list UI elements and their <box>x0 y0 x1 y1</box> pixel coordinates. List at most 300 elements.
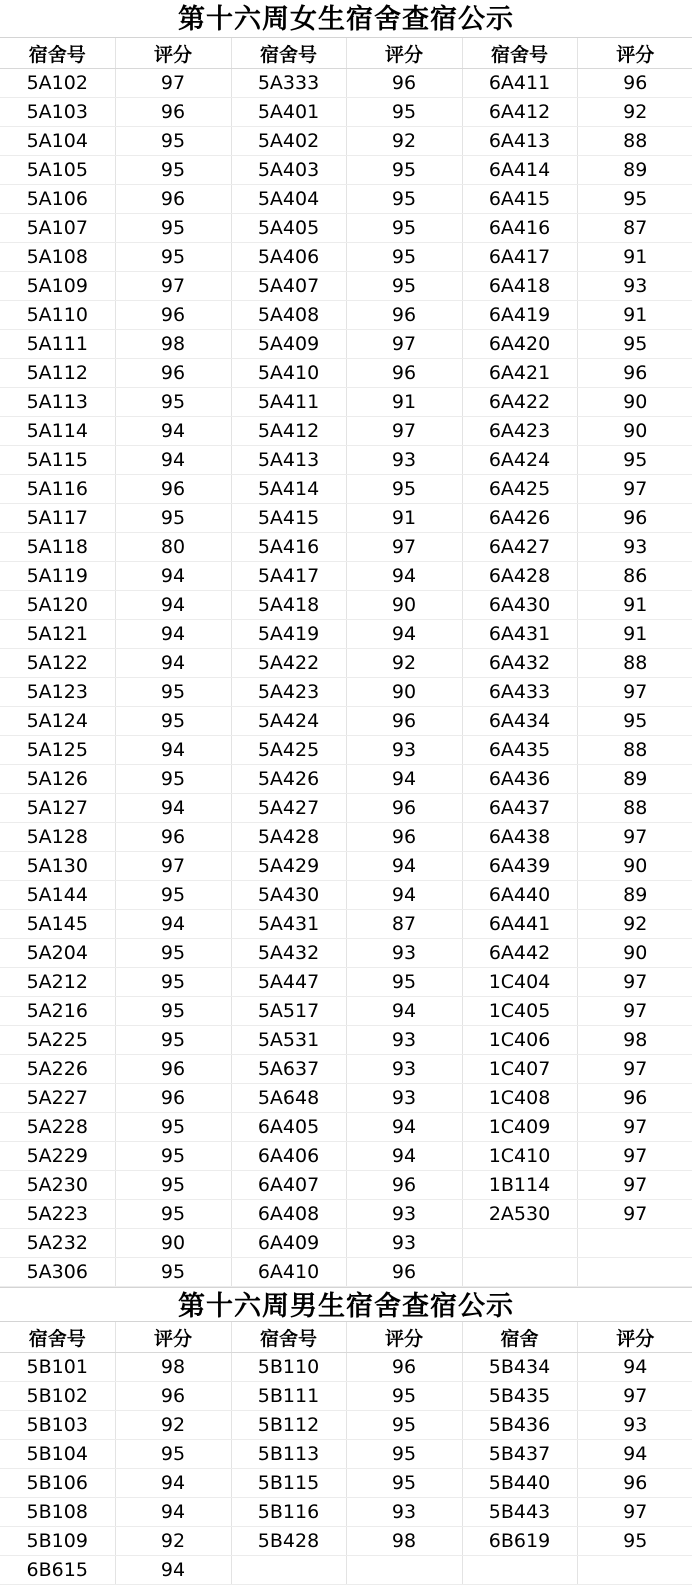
room-cell[interactable]: 5A102 <box>0 69 115 98</box>
score-cell[interactable]: 96 <box>577 69 692 98</box>
room-cell[interactable]: 5A232 <box>0 1229 115 1258</box>
score-cell[interactable]: 96 <box>346 823 462 852</box>
room-cell[interactable]: 6A437 <box>462 794 577 823</box>
score-cell[interactable]: 97 <box>577 1200 692 1229</box>
score-cell[interactable]: 97 <box>346 417 462 446</box>
room-cell[interactable]: 6A434 <box>462 707 577 736</box>
score-cell[interactable]: 95 <box>577 446 692 475</box>
score-cell[interactable]: 97 <box>577 997 692 1026</box>
score-cell[interactable]: 97 <box>115 69 231 98</box>
room-cell[interactable]: 1C406 <box>462 1026 577 1055</box>
room-cell[interactable]: 5B102 <box>0 1382 115 1411</box>
room-cell[interactable]: 1C409 <box>462 1113 577 1142</box>
room-cell[interactable]: 5A419 <box>231 620 346 649</box>
score-cell[interactable]: 96 <box>115 301 231 330</box>
score-cell[interactable]: 95 <box>115 881 231 910</box>
score-cell[interactable]: 92 <box>346 649 462 678</box>
room-cell[interactable]: 1C407 <box>462 1055 577 1084</box>
room-cell[interactable]: 5A429 <box>231 852 346 881</box>
score-cell[interactable]: 94 <box>115 620 231 649</box>
room-cell[interactable]: 5A423 <box>231 678 346 707</box>
score-cell[interactable]: 88 <box>577 127 692 156</box>
room-cell[interactable]: 6A407 <box>231 1171 346 1200</box>
room-cell[interactable]: 5B434 <box>462 1353 577 1382</box>
score-cell[interactable]: 92 <box>346 127 462 156</box>
room-cell[interactable]: 1C404 <box>462 968 577 997</box>
score-cell[interactable]: 95 <box>115 156 231 185</box>
score-cell[interactable]: 97 <box>577 1055 692 1084</box>
score-cell[interactable]: 95 <box>115 765 231 794</box>
room-cell[interactable]: 6A416 <box>462 214 577 243</box>
score-cell[interactable]: 93 <box>577 272 692 301</box>
score-cell[interactable]: 96 <box>115 185 231 214</box>
room-cell[interactable]: 5B115 <box>231 1469 346 1498</box>
score-cell[interactable]: 89 <box>577 881 692 910</box>
score-cell[interactable]: 95 <box>115 243 231 272</box>
room-cell[interactable]: 5A204 <box>0 939 115 968</box>
score-cell[interactable]: 96 <box>115 98 231 127</box>
score-cell[interactable]: 95 <box>346 1382 462 1411</box>
room-cell[interactable]: 5A108 <box>0 243 115 272</box>
room-cell[interactable]: 6A427 <box>462 533 577 562</box>
room-cell[interactable]: 5A125 <box>0 736 115 765</box>
room-cell[interactable]: 5A410 <box>231 359 346 388</box>
room-cell[interactable]: 5B440 <box>462 1469 577 1498</box>
room-cell[interactable]: 5A637 <box>231 1055 346 1084</box>
room-cell[interactable]: 1C408 <box>462 1084 577 1113</box>
score-cell[interactable]: 93 <box>577 1411 692 1440</box>
score-cell[interactable]: 95 <box>115 1258 231 1287</box>
room-cell[interactable]: 5A412 <box>231 417 346 446</box>
score-cell[interactable]: 89 <box>577 156 692 185</box>
score-cell[interactable]: 93 <box>346 736 462 765</box>
room-cell[interactable]: 5A422 <box>231 649 346 678</box>
room-cell[interactable]: 6A414 <box>462 156 577 185</box>
score-cell[interactable]: 94 <box>115 649 231 678</box>
score-cell[interactable]: 90 <box>346 678 462 707</box>
room-cell[interactable]: 6A442 <box>462 939 577 968</box>
score-cell[interactable]: 95 <box>115 939 231 968</box>
column-header[interactable]: 宿舍号 <box>231 1322 346 1353</box>
score-cell[interactable]: 94 <box>577 1353 692 1382</box>
room-cell[interactable]: 5B104 <box>0 1440 115 1469</box>
room-cell[interactable]: 5B113 <box>231 1440 346 1469</box>
score-cell[interactable]: 92 <box>115 1411 231 1440</box>
column-header[interactable]: 宿舍号 <box>231 38 346 69</box>
score-cell[interactable]: 96 <box>115 475 231 504</box>
room-cell[interactable]: 5A120 <box>0 591 115 620</box>
column-header[interactable]: 评分 <box>577 1322 692 1353</box>
room-cell[interactable]: 5B106 <box>0 1469 115 1498</box>
score-cell[interactable]: 97 <box>115 852 231 881</box>
score-cell[interactable]: 94 <box>115 1498 231 1527</box>
score-cell[interactable]: 96 <box>577 1469 692 1498</box>
room-cell[interactable]: 5A517 <box>231 997 346 1026</box>
score-cell[interactable]: 98 <box>115 1353 231 1382</box>
room-cell[interactable]: 5A103 <box>0 98 115 127</box>
room-cell[interactable]: 5A115 <box>0 446 115 475</box>
score-cell[interactable]: 87 <box>577 214 692 243</box>
room-cell[interactable]: 5A226 <box>0 1055 115 1084</box>
room-cell[interactable]: 5B101 <box>0 1353 115 1382</box>
score-cell[interactable]: 93 <box>346 1229 462 1258</box>
score-cell[interactable]: 90 <box>115 1229 231 1258</box>
room-cell[interactable]: 5A144 <box>0 881 115 910</box>
score-cell[interactable]: 93 <box>346 939 462 968</box>
room-cell[interactable]: 5B443 <box>462 1498 577 1527</box>
column-header[interactable]: 评分 <box>115 38 231 69</box>
score-cell[interactable]: 94 <box>115 1556 231 1585</box>
score-cell[interactable]: 94 <box>115 736 231 765</box>
room-cell[interactable]: 6A430 <box>462 591 577 620</box>
room-cell[interactable]: 5A409 <box>231 330 346 359</box>
room-cell[interactable]: 6A439 <box>462 852 577 881</box>
score-cell[interactable]: 93 <box>577 533 692 562</box>
room-cell[interactable]: 6A410 <box>231 1258 346 1287</box>
room-cell[interactable]: 5A306 <box>0 1258 115 1287</box>
column-header[interactable]: 评分 <box>346 38 462 69</box>
room-cell[interactable]: 5A432 <box>231 939 346 968</box>
room-cell[interactable]: 6A421 <box>462 359 577 388</box>
room-cell[interactable]: 5A113 <box>0 388 115 417</box>
score-cell[interactable]: 96 <box>115 359 231 388</box>
score-cell[interactable]: 97 <box>577 1142 692 1171</box>
room-cell[interactable]: 5A230 <box>0 1171 115 1200</box>
score-cell[interactable]: 93 <box>346 1498 462 1527</box>
score-cell[interactable]: 95 <box>346 98 462 127</box>
score-cell[interactable]: 95 <box>346 475 462 504</box>
score-cell[interactable]: 95 <box>346 1440 462 1469</box>
score-cell[interactable]: 90 <box>346 591 462 620</box>
score-cell[interactable] <box>577 1229 692 1258</box>
score-cell[interactable]: 95 <box>577 707 692 736</box>
room-cell[interactable]: 5B112 <box>231 1411 346 1440</box>
score-cell[interactable]: 90 <box>577 939 692 968</box>
score-cell[interactable]: 92 <box>577 910 692 939</box>
score-cell[interactable]: 91 <box>577 620 692 649</box>
room-cell[interactable]: 5A228 <box>0 1113 115 1142</box>
score-cell[interactable]: 91 <box>577 591 692 620</box>
score-cell[interactable]: 91 <box>577 301 692 330</box>
score-cell[interactable]: 94 <box>346 765 462 794</box>
score-cell[interactable]: 87 <box>346 910 462 939</box>
room-cell[interactable]: 5A531 <box>231 1026 346 1055</box>
score-cell[interactable]: 97 <box>577 1382 692 1411</box>
room-cell[interactable]: 5A121 <box>0 620 115 649</box>
score-cell[interactable]: 96 <box>346 1171 462 1200</box>
score-cell[interactable]: 95 <box>577 185 692 214</box>
room-cell[interactable]: 5A416 <box>231 533 346 562</box>
score-cell[interactable]: 96 <box>577 359 692 388</box>
score-cell[interactable] <box>577 1556 692 1585</box>
column-header[interactable]: 评分 <box>577 38 692 69</box>
room-cell[interactable]: 6A411 <box>462 69 577 98</box>
room-cell[interactable]: 5A111 <box>0 330 115 359</box>
score-cell[interactable]: 94 <box>115 794 231 823</box>
room-cell[interactable] <box>462 1229 577 1258</box>
room-cell[interactable]: 5A401 <box>231 98 346 127</box>
room-cell[interactable]: 1C405 <box>462 997 577 1026</box>
score-cell[interactable]: 94 <box>346 1113 462 1142</box>
room-cell[interactable]: 6A428 <box>462 562 577 591</box>
score-cell[interactable]: 94 <box>346 562 462 591</box>
score-cell[interactable]: 94 <box>115 1469 231 1498</box>
score-cell[interactable] <box>346 1556 462 1585</box>
score-cell[interactable]: 94 <box>115 446 231 475</box>
room-cell[interactable]: 6B619 <box>462 1527 577 1556</box>
room-cell[interactable]: 5A117 <box>0 504 115 533</box>
score-cell[interactable]: 95 <box>115 1142 231 1171</box>
score-cell[interactable]: 88 <box>577 649 692 678</box>
score-cell[interactable]: 96 <box>346 69 462 98</box>
score-cell[interactable]: 95 <box>115 997 231 1026</box>
score-cell[interactable]: 96 <box>346 1353 462 1382</box>
score-cell[interactable]: 94 <box>346 881 462 910</box>
room-cell[interactable]: 6A415 <box>462 185 577 214</box>
room-cell[interactable]: 6A425 <box>462 475 577 504</box>
room-cell[interactable]: 5A406 <box>231 243 346 272</box>
room-cell[interactable]: 6A435 <box>462 736 577 765</box>
room-cell[interactable]: 5B110 <box>231 1353 346 1382</box>
room-cell[interactable]: 5A225 <box>0 1026 115 1055</box>
room-cell[interactable]: 5A413 <box>231 446 346 475</box>
room-cell[interactable]: 5A426 <box>231 765 346 794</box>
room-cell[interactable]: 5A428 <box>231 823 346 852</box>
score-cell[interactable]: 96 <box>577 1084 692 1113</box>
score-cell[interactable]: 95 <box>115 1440 231 1469</box>
room-cell[interactable]: 6A423 <box>462 417 577 446</box>
room-cell[interactable]: 5A107 <box>0 214 115 243</box>
room-cell[interactable]: 5A415 <box>231 504 346 533</box>
room-cell[interactable]: 6A438 <box>462 823 577 852</box>
column-header[interactable]: 宿舍号 <box>462 38 577 69</box>
score-cell[interactable]: 88 <box>577 794 692 823</box>
score-cell[interactable]: 95 <box>346 156 462 185</box>
score-cell[interactable]: 98 <box>346 1527 462 1556</box>
score-cell[interactable]: 90 <box>577 852 692 881</box>
score-cell[interactable]: 95 <box>115 127 231 156</box>
room-cell[interactable]: 6A422 <box>462 388 577 417</box>
room-cell[interactable]: 5A128 <box>0 823 115 852</box>
score-cell[interactable]: 93 <box>346 1200 462 1229</box>
room-cell[interactable]: 1C410 <box>462 1142 577 1171</box>
score-cell[interactable]: 95 <box>115 968 231 997</box>
room-cell[interactable]: 5B103 <box>0 1411 115 1440</box>
room-cell[interactable]: 5A411 <box>231 388 346 417</box>
room-cell[interactable]: 5B116 <box>231 1498 346 1527</box>
score-cell[interactable]: 96 <box>115 1382 231 1411</box>
room-cell[interactable]: 5A118 <box>0 533 115 562</box>
room-cell[interactable]: 5A112 <box>0 359 115 388</box>
room-cell[interactable]: 6A424 <box>462 446 577 475</box>
score-cell[interactable]: 97 <box>115 272 231 301</box>
score-cell[interactable]: 95 <box>115 504 231 533</box>
room-cell[interactable]: 5A407 <box>231 272 346 301</box>
score-cell[interactable]: 92 <box>577 98 692 127</box>
room-cell[interactable]: 5A431 <box>231 910 346 939</box>
room-cell[interactable]: 5A105 <box>0 156 115 185</box>
room-cell[interactable]: 5A109 <box>0 272 115 301</box>
room-cell[interactable]: 5A127 <box>0 794 115 823</box>
room-cell[interactable]: 5A116 <box>0 475 115 504</box>
room-cell[interactable]: 6A433 <box>462 678 577 707</box>
room-cell[interactable]: 5B437 <box>462 1440 577 1469</box>
score-cell[interactable]: 97 <box>577 1498 692 1527</box>
room-cell[interactable]: 5B435 <box>462 1382 577 1411</box>
score-cell[interactable]: 91 <box>346 504 462 533</box>
room-cell[interactable]: 5A403 <box>231 156 346 185</box>
score-cell[interactable]: 98 <box>577 1026 692 1055</box>
room-cell[interactable] <box>462 1258 577 1287</box>
score-cell[interactable] <box>577 1258 692 1287</box>
room-cell[interactable]: 5B108 <box>0 1498 115 1527</box>
score-cell[interactable]: 80 <box>115 533 231 562</box>
room-cell[interactable]: 6A408 <box>231 1200 346 1229</box>
score-cell[interactable]: 93 <box>346 1055 462 1084</box>
score-cell[interactable]: 95 <box>115 1171 231 1200</box>
column-header[interactable]: 宿舍号 <box>0 38 115 69</box>
room-cell[interactable]: 5A227 <box>0 1084 115 1113</box>
score-cell[interactable]: 96 <box>346 707 462 736</box>
room-cell[interactable]: 6A440 <box>462 881 577 910</box>
room-cell[interactable]: 5A229 <box>0 1142 115 1171</box>
score-cell[interactable]: 96 <box>115 823 231 852</box>
score-cell[interactable]: 93 <box>346 1084 462 1113</box>
score-cell[interactable]: 95 <box>115 1113 231 1142</box>
score-cell[interactable]: 96 <box>346 794 462 823</box>
room-cell[interactable]: 5A123 <box>0 678 115 707</box>
score-cell[interactable]: 94 <box>346 997 462 1026</box>
room-cell[interactable]: 5A104 <box>0 127 115 156</box>
room-cell[interactable]: 5A122 <box>0 649 115 678</box>
room-cell[interactable]: 2A530 <box>462 1200 577 1229</box>
room-cell[interactable]: 5A417 <box>231 562 346 591</box>
room-cell[interactable]: 6A436 <box>462 765 577 794</box>
score-cell[interactable]: 86 <box>577 562 692 591</box>
room-cell[interactable]: 5A405 <box>231 214 346 243</box>
score-cell[interactable]: 90 <box>577 388 692 417</box>
score-cell[interactable]: 94 <box>115 562 231 591</box>
score-cell[interactable]: 94 <box>346 852 462 881</box>
room-cell[interactable]: 6A441 <box>462 910 577 939</box>
score-cell[interactable]: 95 <box>346 1411 462 1440</box>
score-cell[interactable]: 95 <box>346 243 462 272</box>
score-cell[interactable]: 94 <box>115 417 231 446</box>
score-cell[interactable]: 92 <box>115 1527 231 1556</box>
score-cell[interactable]: 90 <box>577 417 692 446</box>
score-cell[interactable]: 97 <box>577 1171 692 1200</box>
room-cell[interactable]: 5A425 <box>231 736 346 765</box>
score-cell[interactable]: 95 <box>577 1527 692 1556</box>
room-cell[interactable]: 5A648 <box>231 1084 346 1113</box>
score-cell[interactable]: 95 <box>346 968 462 997</box>
room-cell[interactable]: 5A216 <box>0 997 115 1026</box>
room-cell[interactable] <box>462 1556 577 1585</box>
room-cell[interactable]: 5A212 <box>0 968 115 997</box>
room-cell[interactable]: 5B111 <box>231 1382 346 1411</box>
room-cell[interactable]: 6A409 <box>231 1229 346 1258</box>
column-header[interactable]: 评分 <box>115 1322 231 1353</box>
score-cell[interactable]: 95 <box>346 214 462 243</box>
room-cell[interactable]: 6A406 <box>231 1142 346 1171</box>
room-cell[interactable]: 5A424 <box>231 707 346 736</box>
room-cell[interactable] <box>231 1556 346 1585</box>
room-cell[interactable]: 5A223 <box>0 1200 115 1229</box>
room-cell[interactable]: 5A402 <box>231 127 346 156</box>
column-header[interactable]: 评分 <box>346 1322 462 1353</box>
score-cell[interactable]: 95 <box>346 185 462 214</box>
room-cell[interactable]: 6B615 <box>0 1556 115 1585</box>
score-cell[interactable]: 95 <box>346 1469 462 1498</box>
room-cell[interactable]: 5A418 <box>231 591 346 620</box>
column-header[interactable]: 宿舍 <box>462 1322 577 1353</box>
score-cell[interactable]: 97 <box>577 678 692 707</box>
room-cell[interactable]: 5A145 <box>0 910 115 939</box>
room-cell[interactable]: 5A126 <box>0 765 115 794</box>
score-cell[interactable]: 95 <box>115 678 231 707</box>
room-cell[interactable]: 6A412 <box>462 98 577 127</box>
score-cell[interactable]: 96 <box>346 301 462 330</box>
room-cell[interactable]: 5A110 <box>0 301 115 330</box>
score-cell[interactable]: 93 <box>346 446 462 475</box>
room-cell[interactable]: 6A432 <box>462 649 577 678</box>
score-cell[interactable]: 89 <box>577 765 692 794</box>
score-cell[interactable]: 97 <box>346 533 462 562</box>
score-cell[interactable]: 97 <box>346 330 462 359</box>
room-cell[interactable]: 5A404 <box>231 185 346 214</box>
room-cell[interactable]: 6A420 <box>462 330 577 359</box>
score-cell[interactable]: 95 <box>115 388 231 417</box>
room-cell[interactable]: 5A408 <box>231 301 346 330</box>
room-cell[interactable]: 5B109 <box>0 1527 115 1556</box>
score-cell[interactable]: 95 <box>115 707 231 736</box>
room-cell[interactable]: 5A447 <box>231 968 346 997</box>
score-cell[interactable]: 94 <box>115 910 231 939</box>
room-cell[interactable]: 5B436 <box>462 1411 577 1440</box>
room-cell[interactable]: 6A405 <box>231 1113 346 1142</box>
room-cell[interactable]: 6A431 <box>462 620 577 649</box>
room-cell[interactable]: 5A430 <box>231 881 346 910</box>
score-cell[interactable]: 98 <box>115 330 231 359</box>
score-cell[interactable]: 88 <box>577 736 692 765</box>
room-cell[interactable]: 6A417 <box>462 243 577 272</box>
room-cell[interactable]: 5A414 <box>231 475 346 504</box>
room-cell[interactable]: 5A130 <box>0 852 115 881</box>
score-cell[interactable]: 91 <box>577 243 692 272</box>
room-cell[interactable]: 5A124 <box>0 707 115 736</box>
score-cell[interactable]: 96 <box>577 504 692 533</box>
room-cell[interactable]: 5A333 <box>231 69 346 98</box>
room-cell[interactable]: 5A119 <box>0 562 115 591</box>
score-cell[interactable]: 97 <box>577 1113 692 1142</box>
room-cell[interactable]: 5A427 <box>231 794 346 823</box>
room-cell[interactable]: 6A426 <box>462 504 577 533</box>
score-cell[interactable]: 95 <box>115 1200 231 1229</box>
room-cell[interactable]: 6A413 <box>462 127 577 156</box>
score-cell[interactable]: 94 <box>115 591 231 620</box>
room-cell[interactable]: 6A419 <box>462 301 577 330</box>
score-cell[interactable]: 95 <box>115 1026 231 1055</box>
score-cell[interactable]: 93 <box>346 1026 462 1055</box>
room-cell[interactable]: 5B428 <box>231 1527 346 1556</box>
score-cell[interactable]: 97 <box>577 823 692 852</box>
score-cell[interactable]: 97 <box>577 475 692 504</box>
room-cell[interactable]: 5A114 <box>0 417 115 446</box>
score-cell[interactable]: 96 <box>115 1055 231 1084</box>
score-cell[interactable]: 94 <box>577 1440 692 1469</box>
column-header[interactable]: 宿舍号 <box>0 1322 115 1353</box>
room-cell[interactable]: 5A106 <box>0 185 115 214</box>
